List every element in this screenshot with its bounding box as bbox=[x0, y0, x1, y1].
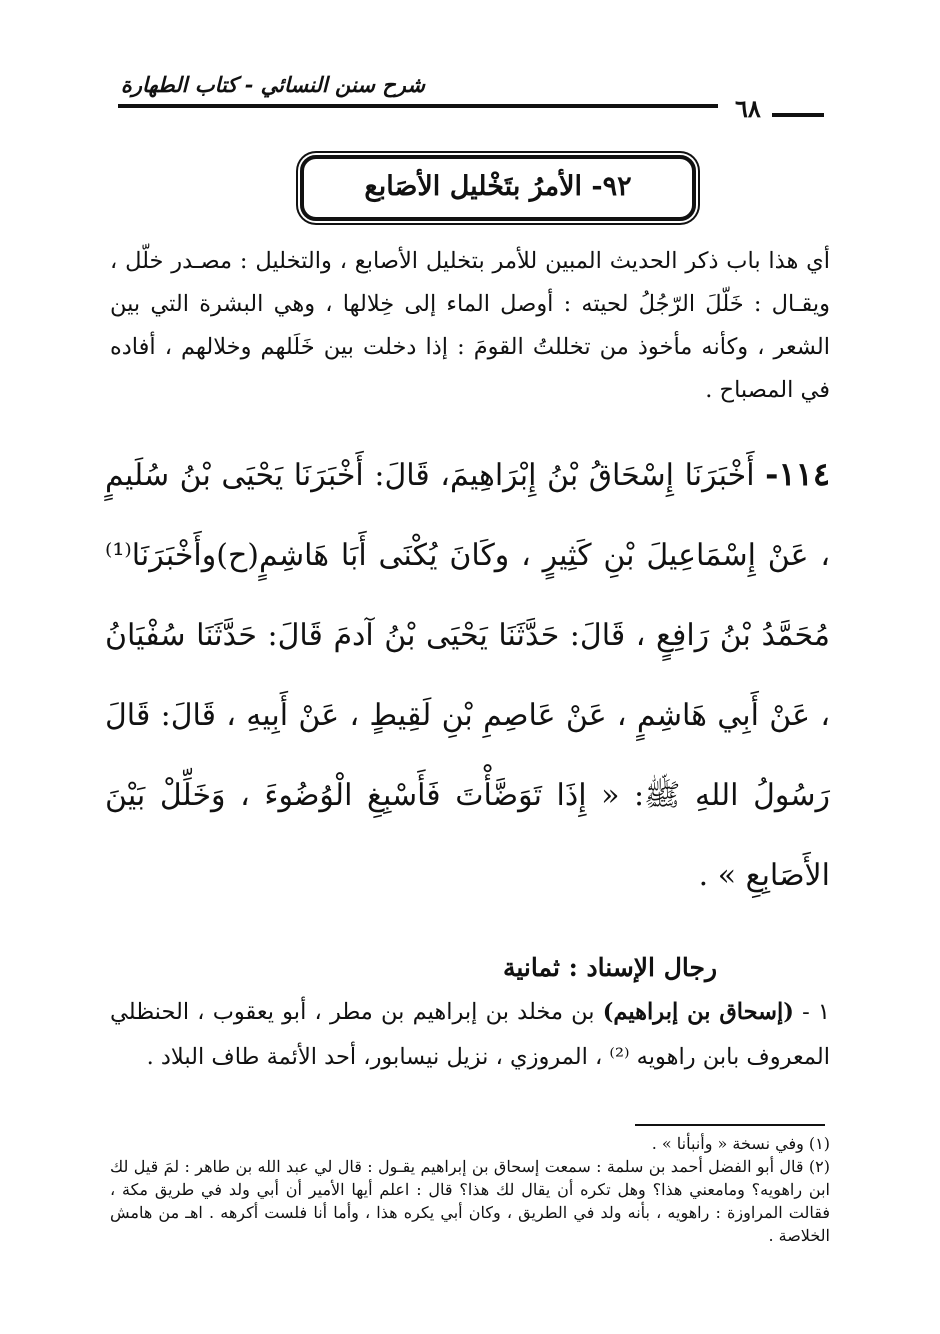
footnote-divider bbox=[635, 1124, 825, 1126]
intro-paragraph: أي هذا باب ذكر الحديث المبين للأمر بتخليل الأصابع ، والتخليل : مصـدر خلّل ، ويقـال : خَلّلَ الرّجُلُ لحيته : أوصل الماء إلى خِلالها ، وهي البشرة التي بين الشعر ، وكأنه مأخوذ من تخللتُ القومَ : إذا دخلت بين خَلَلهم وخلالهم ، أفاده في المصباح . bbox=[110, 248, 830, 403]
page-number-dash bbox=[772, 113, 824, 117]
chapter-title: ٩٢- الأمرُ بتَخْليل الأصَابع bbox=[364, 171, 632, 202]
narrator-entry bbox=[110, 990, 830, 1080]
hadith-block bbox=[105, 434, 830, 916]
narrator-name: (إسحاق بن إبراهيم) bbox=[602, 999, 794, 1025]
header-rule bbox=[118, 104, 718, 108]
hadith-text: أَخْبَرَنَا إِسْحَاقُ بْنُ إِبْرَاهِيمَ، قَالَ: أَخْبَرَنَا يَحْيَى بْنُ سُلَيمٍ ، عَنْ إِسْمَاعِيلَ بْنِ كَثِيرٍ ، وكَانَ يُكْنَى أَبَا هَاشِمٍ(ح)وأَخْبَرَنَا⁽¹⁾ مُحَمَّدُ بْنُ رَافِعٍ ، قَالَ: حَدَّثَنَا يَحْيَى بْنُ آدمَ قَالَ: حَدَّثَنَا سُفْيَانُ ، عَنْ أَبِي هَاشِمٍ ، عَنْ عَاصِمِ بْنِ لَقِيطٍ ، عَنْ أَبِيهِ ، قَالَ: قَالَ رَسُولُ اللهِ ﷺ: « إِذَا تَوَضَّأْتَ فَأَسْبِغِ الْوُضُوءَ ، وَخَلِّلْ بَيْنَ الأَصَابِعِ » . bbox=[105, 458, 830, 893]
rijal-heading: رجال الإسناد : ثمانية bbox=[502, 953, 718, 982]
running-title: شرح سنن النسائي - كتاب الطهارة bbox=[120, 72, 425, 97]
narrator-number: ١ - bbox=[793, 999, 830, 1025]
footnotes bbox=[110, 1132, 830, 1247]
page-number: ٦٨ bbox=[735, 94, 761, 123]
narrator-text: بن مخلد بن إبراهيم بن مطر ، أبو يعقوب ، الحنظلي المعروف بابن راهويه ⁽²⁾ ، المروزي ، نزيل نيسابور، أحد الأئمة طاف البلاد . bbox=[110, 999, 830, 1070]
chapter-heading-frame bbox=[300, 155, 696, 221]
hadith-number: ١١٤- bbox=[765, 455, 830, 493]
footnote-2: (٢) قال أبو الفضل أحمد بن سلمة : سمعت إسحاق بن إبراهيم يقـول : قال لي عبد الله بن طاهر : لمَ قيل لك ابن راهويه؟ ومامعني هذا؟ وهل تكره أن يقال لك هذا؟ قال : اعلم أيها الأمير أن أبي ولد في طريق مكة ، فقالت المراوزة : راهويه ، بأنه ولد في الطريق ، وكان أبي يكره هذا ، وأما أنا فلست أكرهه . اهـ من هامش الخلاصة . bbox=[110, 1157, 831, 1245]
footnote-1: (١) وفي نسخة « وأنبأنا » . bbox=[651, 1134, 830, 1153]
